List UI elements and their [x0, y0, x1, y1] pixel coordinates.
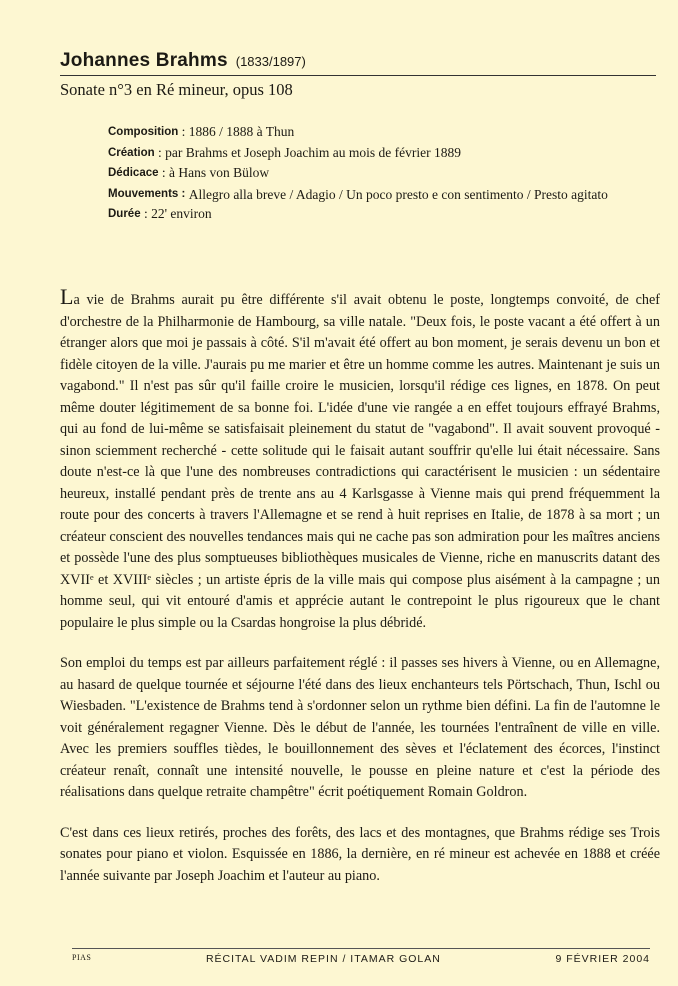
paragraph-2: Son emploi du temps est par ailleurs parfaitement réglé : il passes ses hivers à Vienne, ou en Allemagne, au hasard de quelque tournée et séjourne l'été dans des lieux enchanteurs tels Pörtschach, Thun, Ischl ou Wiesbaden. "L'existence de Brahms tend à s'ordonner selon un rythme bien défini. La fin de l'automne le voit généralement regagner Vienne. Dès le début de l'année, les tournées l'entraînent de ville en ville. Avec les premiers souffles tièdes, le bouillonnement des sèves et l'éclatement des écorces, l'instinct créateur renaît, connaît une intensité nouvelle, le pousse en pleine nature et c'est la période des réalisations dans quelque retraite champêtre" écrit poétiquement Romain Goldron. — [60, 655, 660, 800]
creation-value: par Brahms et Joseph Joachim au mois de février 1889 — [165, 144, 461, 160]
separator: : — [158, 165, 170, 180]
dedicace-label: Dédicace — [108, 167, 159, 179]
paragraph-1-text: a vie de Brahms aurait pu être différente s'il avait obtenu le poste, longtemps convoité, de chef d'orchestre de la Philharmonie de Hambourg, sa ville natale. "Deux fois, le poste vacant a été offert à un étranger alors que moi je passais à côté. S'il m'avait été offert au bon moment, je serais devenu un bon et fidèle citoyen de la ville. J'aurais pu me marier et être un homme comme les autres. Maintenant je suis un vagabond." Il n'est pas sûr qu'il faille croire le musicien, lorsqu'il rédige ces lignes, en 1878. On peut même douter légitimement de sa bonne foi. L'idée d'une vie rangée a en effet toujours effrayé Brahms, qui au fond de lui-même se satisfaisait pleinement du statut de "vagabond". Il avait souvent provoqué - sinon sciemment recherché - cette solitude qui le faisait autant souffrir qu'elle lui était nécessaire. Sans doute n'est-ce là que l'une des nombreuses contradictions qui caractérisent le musicien : un sédentaire heureux, installé pendant près de trente ans au 4 Karlsgasse à Vienne mais qui prend fréquemment la route pour des concerts à travers l'Allemagne et se rend à huit reprises en Italie, de 1878 à sa mort ; un créateur conscient des nouvelles tendances mais qui ne cache pas son admiration pour les maîtres anciens et possède l'une des plus somptueuses bibliothèques musicales de Vienne, riche en manuscrits datant des XVIIᵉ et XVIIIᵉ siècles ; un artiste épris de la ville mais qui compose plus aisément à la campagne ; un homme seul, qui vit entouré d'amis et apprécie autant le contrepoint le plus rigoureux que le chant populaire le plus simple ou la Csardas hongroise la plus débridé. — [60, 292, 660, 631]
composition-label: Composition — [108, 126, 179, 138]
mouvements-label: Mouvements : — [108, 187, 186, 200]
creation-row — [108, 143, 668, 164]
footer — [72, 948, 650, 965]
separator: : — [154, 144, 166, 160]
mouvements-row — [108, 184, 668, 205]
duree-value: 22' environ — [151, 206, 212, 221]
separator: : — [140, 206, 152, 221]
composition-value: 1886 / 1888 à Thun — [188, 124, 295, 139]
mouvements-value: Allegro alla breve / Adagio / Un poco presto e con sentimento / Presto agitato — [188, 186, 608, 202]
paragraph-1 — [60, 284, 660, 634]
duree-row — [108, 204, 668, 225]
drop-cap: L — [60, 284, 74, 309]
dedicace-row — [108, 163, 668, 184]
composition-row — [108, 122, 668, 143]
separator: : — [178, 124, 189, 139]
body-text — [60, 284, 660, 906]
header — [60, 50, 656, 100]
work-info — [108, 122, 668, 225]
creation-label: Création — [108, 146, 155, 159]
dedicace-value: à Hans von Bülow — [169, 165, 270, 180]
composer-dates: (1833/1897) — [235, 54, 306, 69]
footer-concert: RÉCITAL VADIM REPIN / ITAMAR GOLAN — [205, 953, 441, 965]
paragraph-3: C'est dans ces lieux retirés, proches des forêts, des lacs et des montagnes, que Brahms rédige ses Trois sonates pour piano et violon. Esquissée en 1886, la dernière, en ré mineur est achevée en 1888 et créée l'année suivante par Joseph Joachim et l'auteur au piano. — [60, 824, 660, 884]
footer-label-left: PIAS — [72, 953, 92, 962]
composer-line — [60, 50, 656, 76]
work-title: Sonate n°3 en Ré mineur, opus 108 — [60, 80, 293, 99]
composer-name: Johannes Brahms — [60, 50, 228, 71]
footer-date: 9 FÉVRIER 2004 — [555, 953, 650, 965]
duree-label: Durée — [108, 208, 141, 220]
